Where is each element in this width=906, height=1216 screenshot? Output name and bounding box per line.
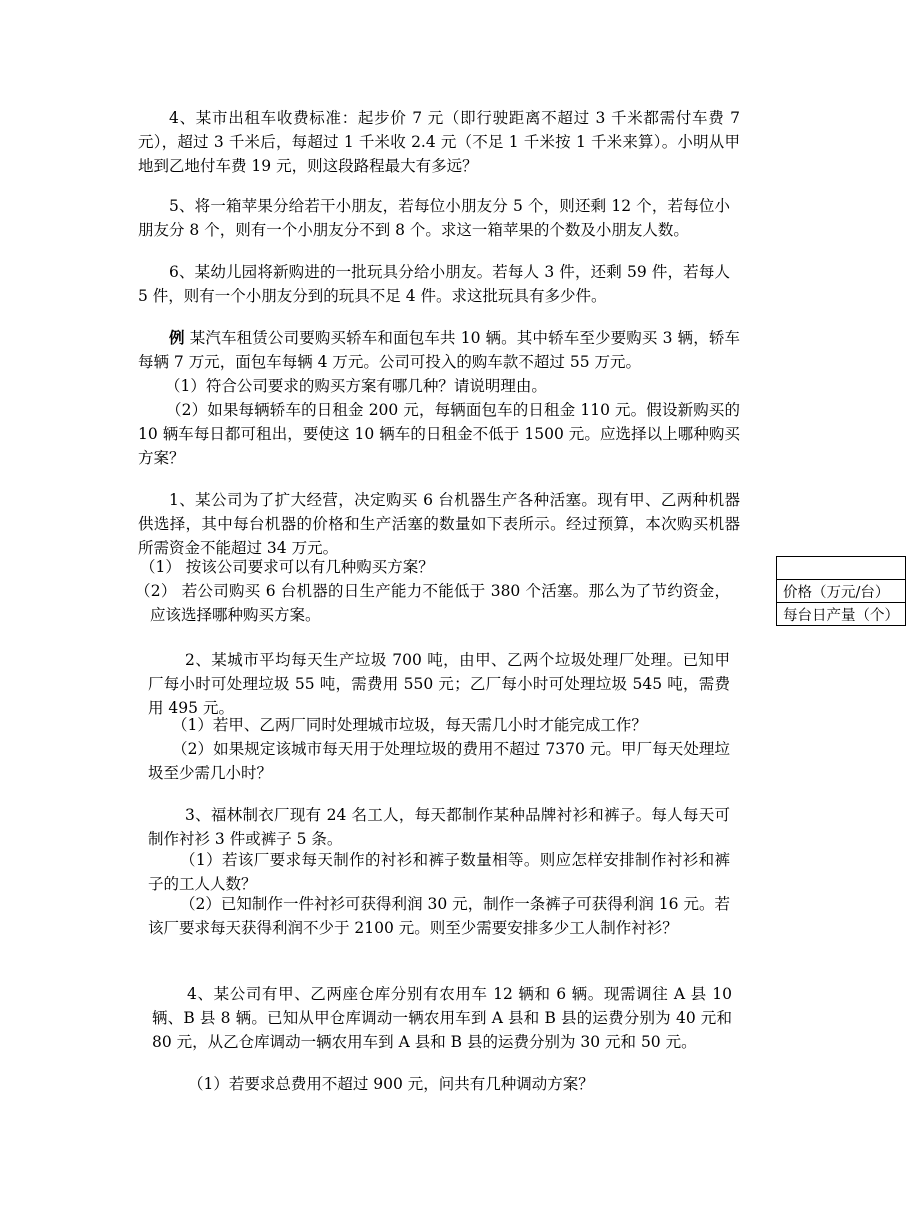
table-cell-price-label: 价格（万元/台） <box>777 580 906 603</box>
table-row <box>777 580 906 603</box>
table-row <box>777 603 906 626</box>
machine-table <box>776 556 906 626</box>
table-row <box>777 557 906 580</box>
exercise-3-text: 3、福林制衣厂现有 24 名工人，每天都制作某种品牌衬衫和裤子。每人每天可制作衬衫 3 件或裤子 5 条。 <box>148 806 730 848</box>
exercise-3-question-1: （1）若该厂要求每天制作的衬衫和裤子数量相等。则应怎样安排制作衬衫和裤子的工人人数？ <box>148 851 730 893</box>
table-cell-daily-label: 每台日产量（个） <box>777 603 906 626</box>
problem-5-apples: 5、将一箱苹果分给若干小朋友，若每位小朋友分 5 个，则还剩 12 个，若每位小朋友分 8 个，则有一个小朋友分不到 8 个。求这一箱苹果的个数及小朋友人数。 <box>138 197 730 239</box>
exercise-2-question-1: （1）若甲、乙两厂同时处理城市垃圾，每天需几小时才能完成工作？ <box>172 716 647 734</box>
exercise-1-text: 1、某公司为了扩大经营，决定购买 6 台机器生产各种活塞。现有甲、乙两种机器供选择，其中每台机器的价格和生产活塞的数量如下表所示。经过预算，本次购买机器所需资金不能超过 34 万元。 <box>138 491 740 557</box>
exercise-2-text: 2、某城市平均每天生产垃圾 700 吨，由甲、乙两个垃圾处理厂处理。已知甲厂每小时可处理垃圾 55 吨，需费用 550 元；乙厂每小时可处理垃圾 545 吨，需费用 495 元。 <box>148 651 730 717</box>
example-question-1: （1）符合公司要求的购买方案有哪几种？请说明理由。 <box>165 377 547 395</box>
problem-4-taxi: 4、某市出租车收费标准：起步价 7 元（即行驶距离不超过 3 千米都需付车费 7 元），超过 3 千米后，每超过 1 千米收 2.4 元（不足 1 千米按 1 千米来算）。小明从甲地到乙地付车费 19 元，则这段路程最大有多远？ <box>138 109 740 175</box>
example-label: 例 <box>169 328 185 347</box>
example-text: 某汽车租赁公司要购买轿车和面包车共 10 辆。其中轿车至少要购买 3 辆，轿车每辆 7 万元，面包车每辆 4 万元。公司可投入的购车款不超过 55 万元。 <box>138 329 740 371</box>
example-paragraph <box>138 326 740 374</box>
exercise-4-question-1: （1）若要求总费用不超过 900 元，问共有几种调动方案？ <box>188 1075 594 1093</box>
exercise-4-text: 4、某公司有甲、乙两座仓库分别有农用车 12 辆和 6 辆。现需调往 A 县 10 辆、B 县 8 辆。已知从甲仓库调动一辆农用车到 A 县和 B 县的运费分别为 40 元和 80 元，从乙仓库调动一辆农用车到 A 县和 B 县的运费分别为 30 元和 50 元。 <box>152 985 732 1051</box>
exercise-1-question-1: （1） 按该公司要求可以有几种购买方案？ <box>140 558 434 576</box>
table-header-cell <box>777 557 906 580</box>
exercise-1-question-2: （2） 若公司购买 6 台机器的日生产能力不能低于 380 个活塞。那么为了节约资金，应该选择哪种购买方案。 <box>135 582 730 624</box>
exercise-3-question-2: （2）已知制作一件衬衫可获得利润 30 元，制作一条裤子可获得利润 16 元。若该厂要求每天获得利润不少于 2100 元。则至少需要安排多少工人制作衬衫？ <box>148 895 730 937</box>
example-question-2: （2）如果每辆轿车的日租金 200 元，每辆面包车的日租金 110 元。假设新购买的 10 辆车每日都可租出，要使这 10 辆车的日租金不低于 1500 元。应选择以上哪种购买方案？ <box>138 401 740 467</box>
exercise-2-question-2: （2）如果规定该城市每天用于处理垃圾的费用不超过 7370 元。甲厂每天处理垃圾至少需几小时？ <box>148 740 730 782</box>
problem-6-toys: 6、某幼儿园将新购进的一批玩具分给小朋友。若每人 3 件，还剩 59 件，若每人 5 件，则有一个小朋友分到的玩具不足 4 件。求这批玩具有多少件。 <box>138 263 730 305</box>
